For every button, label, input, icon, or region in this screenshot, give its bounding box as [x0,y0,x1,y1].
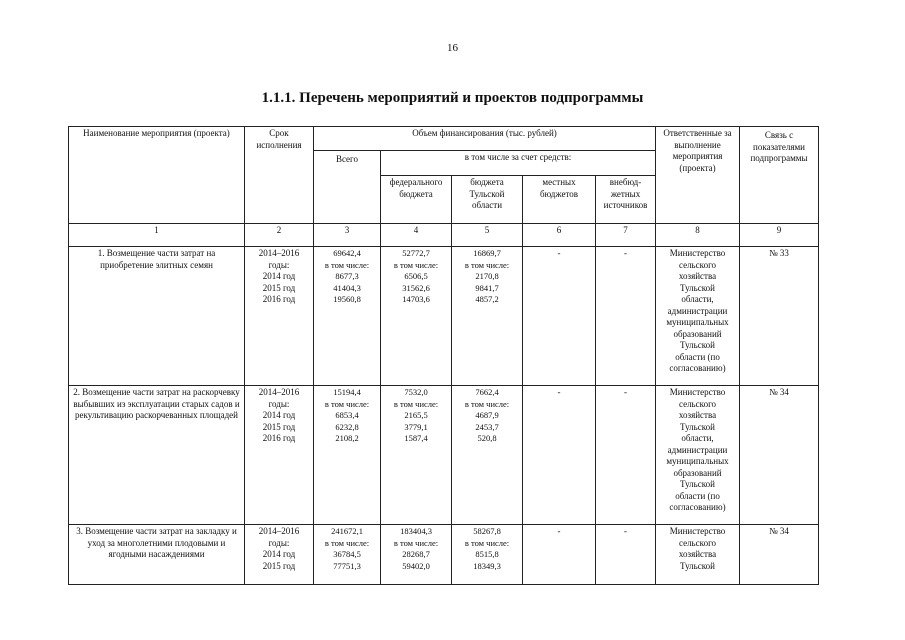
term-line: 2015 год [262,282,296,293]
responsible-line: Тульской [680,421,715,432]
responsible-line: образований [673,467,722,478]
responsible-line: сельского [678,398,717,409]
responsible-line: области, [681,433,714,443]
federal-value: 1587,4 [404,433,428,443]
regional-value: в том числе: [464,259,510,270]
responsible-line: администрации [667,444,728,455]
column-number: 5 [452,224,523,247]
regional-value: 4687,9 [475,410,499,420]
column-number: 1 [69,224,245,247]
federal-value: 59402,0 [402,560,430,571]
regional-value: в том числе: [464,398,510,409]
header-link: Связь с показателями подпрограммы [740,127,819,224]
responsible-cell [656,247,740,386]
total-value: 69642,4 [333,248,361,258]
column-number: 9 [740,224,819,247]
responsible-line: образований [673,328,722,339]
responsible-line: области, [681,294,714,304]
regional-value: 16869,7 [473,248,501,258]
local-cell: - [523,525,596,585]
indicator-link: № 33 [740,247,819,386]
total-value: 15194,4 [333,387,361,397]
header-responsible: Ответственные за выполнение мероприятия (проекта) [656,127,740,224]
total-value: 8677,3 [335,271,359,281]
responsible-line: сельского [678,537,717,548]
regional-cell [452,247,523,386]
responsible-line: муниципальных [666,456,729,466]
responsible-line: Тульской [680,560,715,571]
total-cell [314,247,381,386]
term-cell [245,386,314,525]
header-regional: бюджета Тульской области [452,176,523,224]
responsible-line: хозяйства [678,271,717,281]
column-number: 3 [314,224,381,247]
responsible-line: Тульской [680,282,715,293]
federal-value: 2165,5 [404,410,428,420]
federal-value: 31562,6 [402,282,430,293]
total-value: 241672,1 [331,526,363,536]
extra-cell: - [596,247,656,386]
federal-value: 52772,7 [402,248,430,258]
term-line: 2014–2016 [258,248,300,258]
regional-value: 4857,2 [475,294,499,304]
header-including: в том числе за счет средств: [381,151,656,176]
measure-name: 2. Возмещение части затрат на раскорчевку выбывших из эксплуатации старых садов и рекультивацию раскорчеванных площадей [69,386,245,525]
federal-value: 7532,0 [404,387,428,397]
term-line: 2015 год [262,560,296,571]
column-number: 2 [245,224,314,247]
federal-cell [381,247,452,386]
regional-value: 8515,8 [475,549,499,559]
indicator-link: № 34 [740,386,819,525]
regional-cell [452,386,523,525]
term-line: годы: [268,398,290,409]
term-line: 2014 год [262,271,296,281]
federal-value: 28268,7 [402,549,430,559]
term-line: годы: [268,537,290,548]
extra-cell: - [596,386,656,525]
document-title: 1.1.1. Перечень мероприятий и проектов подпрограммы [261,90,644,106]
header-local: местных бюджетов [523,176,596,224]
responsible-line: Тульской [680,479,715,489]
header-extra: внебюд-жетных источников [596,176,656,224]
responsible-line: муниципальных [666,317,729,327]
term-line: 2016 год [262,433,296,443]
term-line: 2014 год [262,410,296,420]
responsible-line: области (по [675,490,720,501]
header-term: Срок исполнения [245,127,314,224]
total-value: 6853,4 [335,410,359,420]
responsible-line: администрации [667,305,728,316]
local-cell: - [523,247,596,386]
responsible-line: сельского [678,259,717,270]
header-total: Всего [314,151,381,224]
term-line: 2014–2016 [258,387,300,397]
table-row [69,525,819,585]
regional-value: в том числе: [464,537,510,548]
responsible-line: Тульской [680,340,715,350]
responsible-line: Министерство [669,387,726,397]
term-cell [245,525,314,585]
page-number: 16 [447,42,458,54]
regional-value: 58267,8 [473,526,501,536]
responsible-cell [656,525,740,585]
column-number: 8 [656,224,740,247]
federal-value: 14703,6 [402,294,430,304]
responsible-line: области (по [675,351,720,362]
term-line: 2016 год [262,294,296,304]
regional-value: 18349,3 [473,560,501,571]
regional-value: 2170,8 [475,271,499,281]
total-value: 36784,5 [333,549,361,559]
federal-value: в том числе: [393,537,439,548]
term-line: 2014 год [262,549,296,559]
column-number: 6 [523,224,596,247]
total-value: 41404,3 [333,282,361,293]
federal-cell [381,386,452,525]
regional-value: 520,8 [477,433,497,443]
total-value: в том числе: [324,398,370,409]
regional-value: 2453,7 [475,421,499,432]
total-cell [314,525,381,585]
federal-value: 183404,3 [400,526,432,536]
header-funding: Объем финансирования (тыс. рублей) [314,127,656,151]
total-value: 2108,2 [335,433,359,443]
measure-name: 3. Возмещение части затрат на закладку и уход за многолетними плодовыми и ягодными насаждениями [69,525,245,585]
total-value: в том числе: [324,537,370,548]
responsible-line: согласованию) [669,502,726,512]
total-value: 6232,8 [335,421,359,432]
total-value: в том числе: [324,259,370,270]
header-name: Наименование мероприятия (проекта) [69,127,245,224]
responsible-line: Министерство [669,526,726,536]
responsible-line: хозяйства [678,410,717,420]
term-line: годы: [268,259,290,270]
responsible-line: хозяйства [678,549,717,559]
local-cell: - [523,386,596,525]
regional-cell [452,525,523,585]
header-federal: федерального бюджета [381,176,452,224]
responsible-line: согласованию) [669,363,726,373]
table-row [69,386,819,525]
measure-name: 1. Возмещение части затрат на приобретение элитных семян [69,247,245,386]
federal-cell [381,525,452,585]
total-cell [314,386,381,525]
total-value: 19560,8 [333,294,361,304]
regional-value: 9841,7 [475,282,499,293]
responsible-line: Министерство [669,248,726,258]
table-row [69,247,819,386]
federal-value: 6506,5 [404,271,428,281]
column-number: 4 [381,224,452,247]
extra-cell: - [596,525,656,585]
federal-value: в том числе: [393,398,439,409]
term-line: 2015 год [262,421,296,432]
column-number: 7 [596,224,656,247]
federal-value: 3779,1 [404,421,428,432]
term-line: 2014–2016 [258,526,300,536]
responsible-cell [656,386,740,525]
total-value: 77751,3 [333,560,361,571]
measures-table [68,126,819,585]
term-cell [245,247,314,386]
federal-value: в том числе: [393,259,439,270]
indicator-link: № 34 [740,525,819,585]
regional-value: 7662,4 [475,387,499,397]
